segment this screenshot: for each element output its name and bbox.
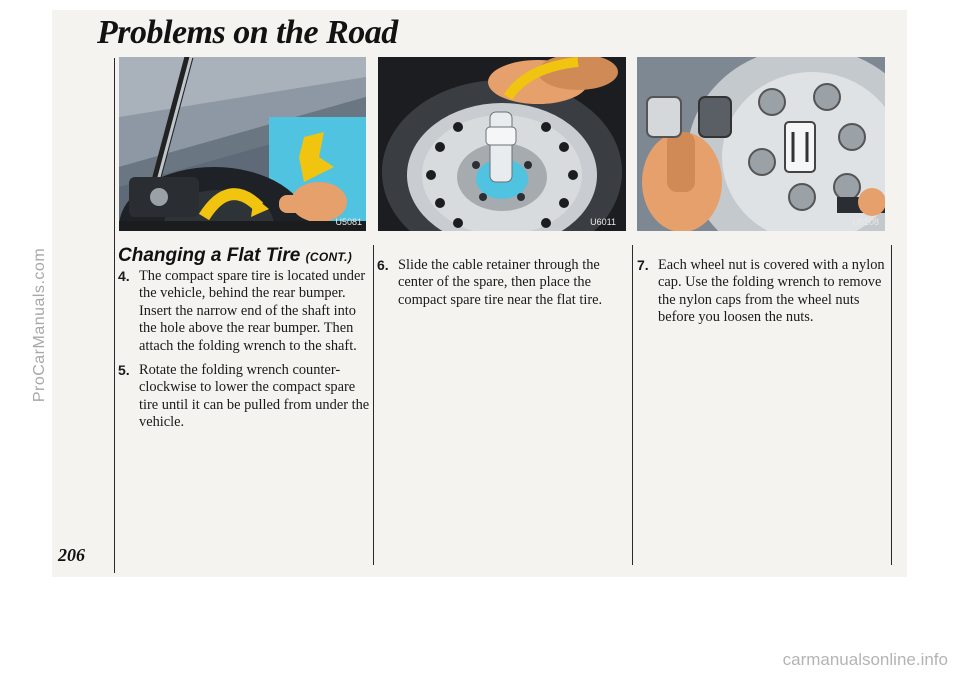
- spare-wheel-illustration: [378, 57, 626, 231]
- step-text: The compact spare tire is located under the vehicle, behind the rear bumper. Insert the narrow end of the shaft into the hole above the rear bumper. Then attach the folding wrench to the shaft.: [139, 268, 366, 354]
- step-number: 4.: [118, 268, 130, 284]
- wheel-nut-illustration: [637, 57, 885, 231]
- section-heading: [118, 245, 352, 267]
- figure-code: U6011: [590, 217, 616, 227]
- figure-wheel-nut-caps: [637, 57, 885, 231]
- step-number: 5.: [118, 362, 130, 378]
- section-heading-text: Changing a Flat Tire: [118, 245, 301, 266]
- step-7: [637, 257, 887, 327]
- step-text: Rotate the folding wrench counter-clockwise to lower the compact spare tire until it can be pulled from under the vehicle.: [139, 362, 370, 431]
- step-6: [377, 257, 629, 309]
- step-5: [118, 362, 370, 432]
- wrench-illustration: [119, 57, 366, 231]
- step-number: 7.: [637, 257, 649, 273]
- left-margin-rule: [114, 58, 115, 573]
- figure-spare-tire-wrench: [119, 57, 366, 231]
- column-rule-2: [632, 245, 633, 565]
- side-watermark: [20, 0, 60, 675]
- step-text: Each wheel nut is covered with a nylon cap. Use the folding wrench to remove the nylon caps from the wheel nuts before you loosen the nuts.: [658, 257, 885, 326]
- page-number: 206: [58, 545, 85, 565]
- step-text: Slide the cable retainer through the center of the spare, then place the compact spare tire near the flat tire.: [398, 257, 603, 308]
- figure-code: U5108: [852, 217, 879, 227]
- watermark-text: ProCarManuals.com: [31, 247, 48, 403]
- page-title: Problems on the Road: [97, 14, 398, 51]
- figure-cable-retainer: [378, 57, 626, 231]
- figure-code: U5081: [335, 217, 362, 227]
- section-heading-suffix: (CONT.): [305, 250, 353, 264]
- footer-watermark: carmanualsonline.info: [782, 650, 948, 669]
- column-rule-3: [891, 245, 892, 565]
- step-4: [118, 268, 370, 355]
- step-number: 6.: [377, 257, 389, 273]
- column-rule-1: [373, 245, 374, 565]
